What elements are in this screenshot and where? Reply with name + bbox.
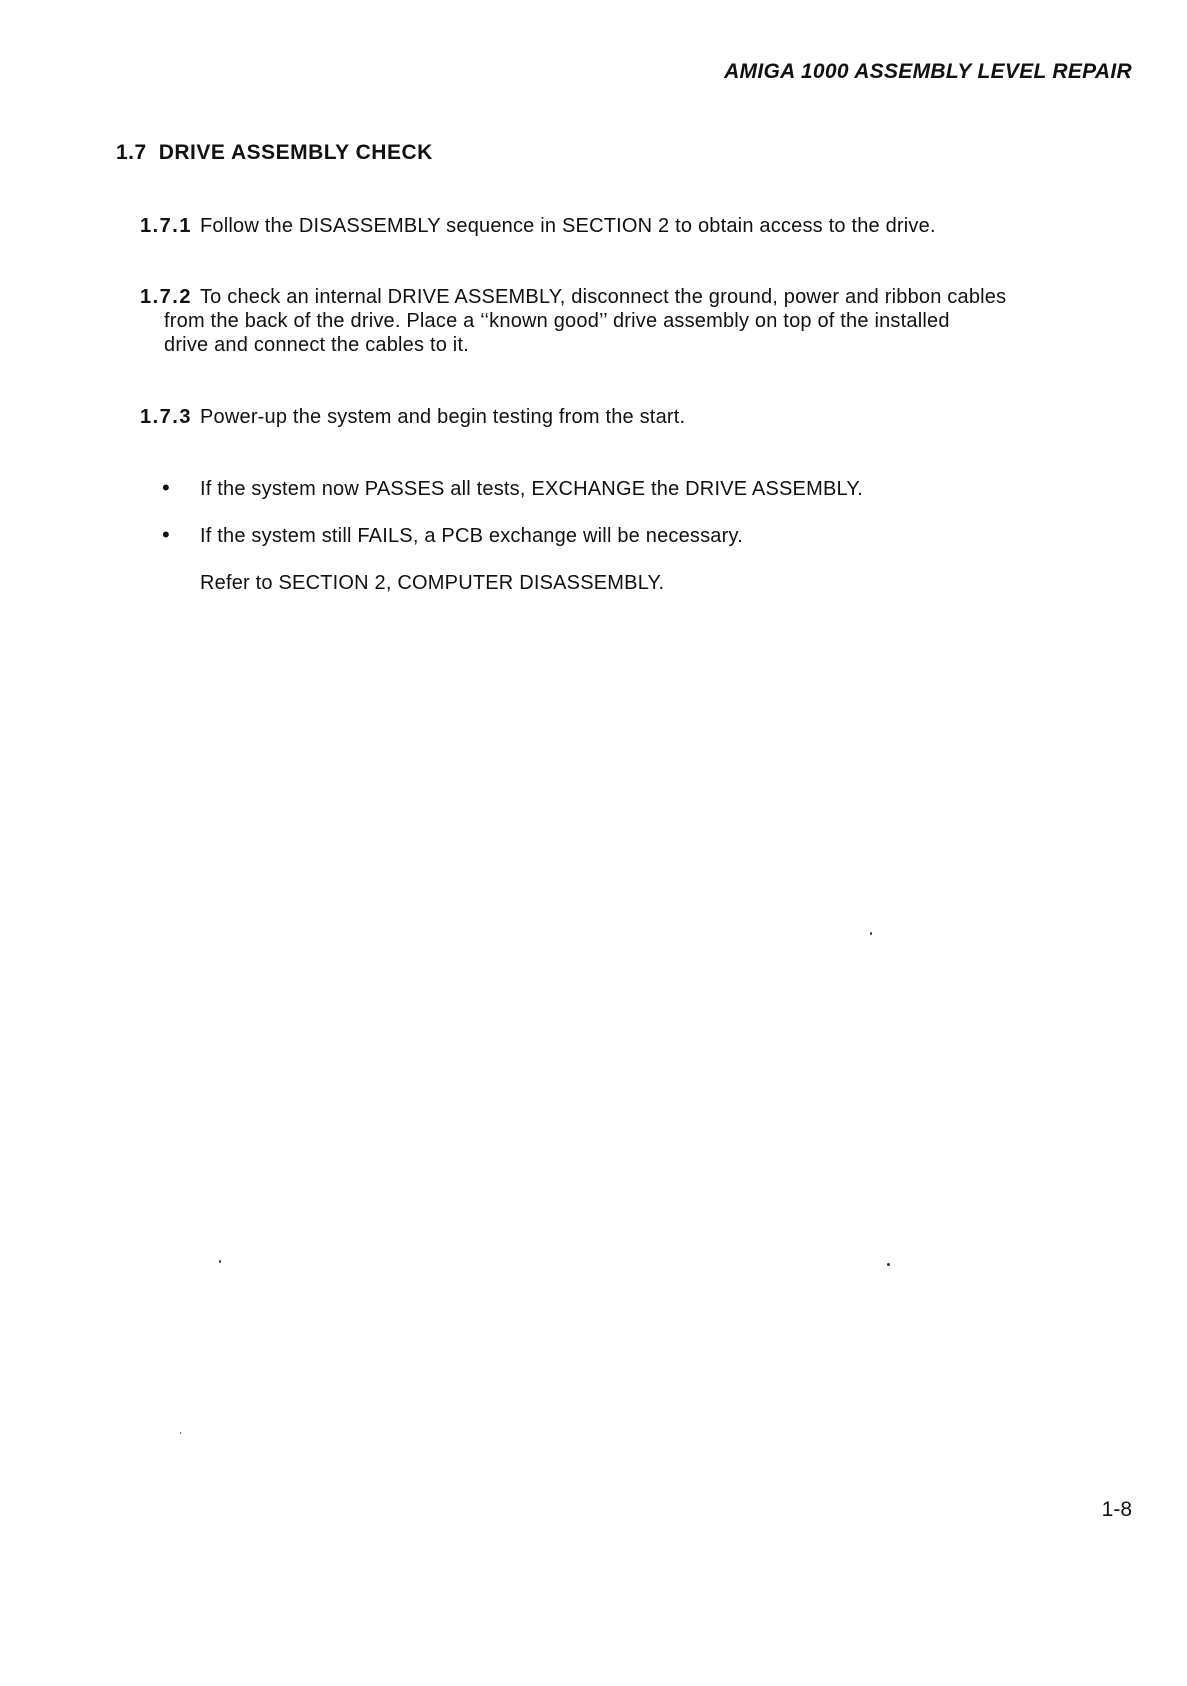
step-number: 1.7.3	[140, 406, 192, 428]
bullet-icon: •	[162, 475, 170, 500]
step-1-7-1	[140, 214, 1130, 238]
step-text-line-1: To check an internal DRIVE ASSEMBLY, disconnect the ground, power and ribbon cables	[199, 286, 1007, 308]
running-header: AMIGA 1000 ASSEMBLY LEVEL REPAIR	[724, 60, 1132, 83]
scan-speck	[219, 1260, 221, 1263]
refer-note: Refer to SECTION 2, COMPUTER DISASSEMBLY.	[200, 572, 665, 594]
bullet-text: If the system now PASSES all tests, EXCHANGE the DRIVE ASSEMBLY.	[200, 478, 864, 500]
step-1-7-3	[140, 405, 1130, 429]
scan-speck	[180, 1432, 181, 1434]
section-number: 1.7	[116, 141, 147, 164]
bullet-item	[162, 476, 863, 501]
section-heading	[116, 141, 433, 165]
step-text: Power-up the system and begin testing from the start.	[199, 406, 686, 428]
step-1-7-2	[140, 285, 1130, 357]
step-text: Follow the DISASSEMBLY sequence in SECTION 2 to obtain access to the drive.	[199, 215, 936, 237]
section-title: DRIVE ASSEMBLY CHECK	[158, 141, 433, 164]
scan-speck	[870, 932, 872, 935]
step-text-line-2: from the back of the drive. Place a ‘‘known good’’ drive assembly on top of the installed	[164, 310, 950, 332]
scan-speck	[887, 1263, 890, 1266]
step-text-line-3: drive and connect the cables to it.	[164, 334, 469, 356]
bullet-item	[162, 523, 743, 548]
step-number: 1.7.1	[140, 215, 192, 237]
bullet-text: If the system still FAILS, a PCB exchange will be necessary.	[200, 525, 743, 547]
step-number: 1.7.2	[140, 286, 192, 308]
page-number: 1-8	[1101, 1498, 1132, 1521]
bullet-icon: •	[162, 522, 170, 547]
